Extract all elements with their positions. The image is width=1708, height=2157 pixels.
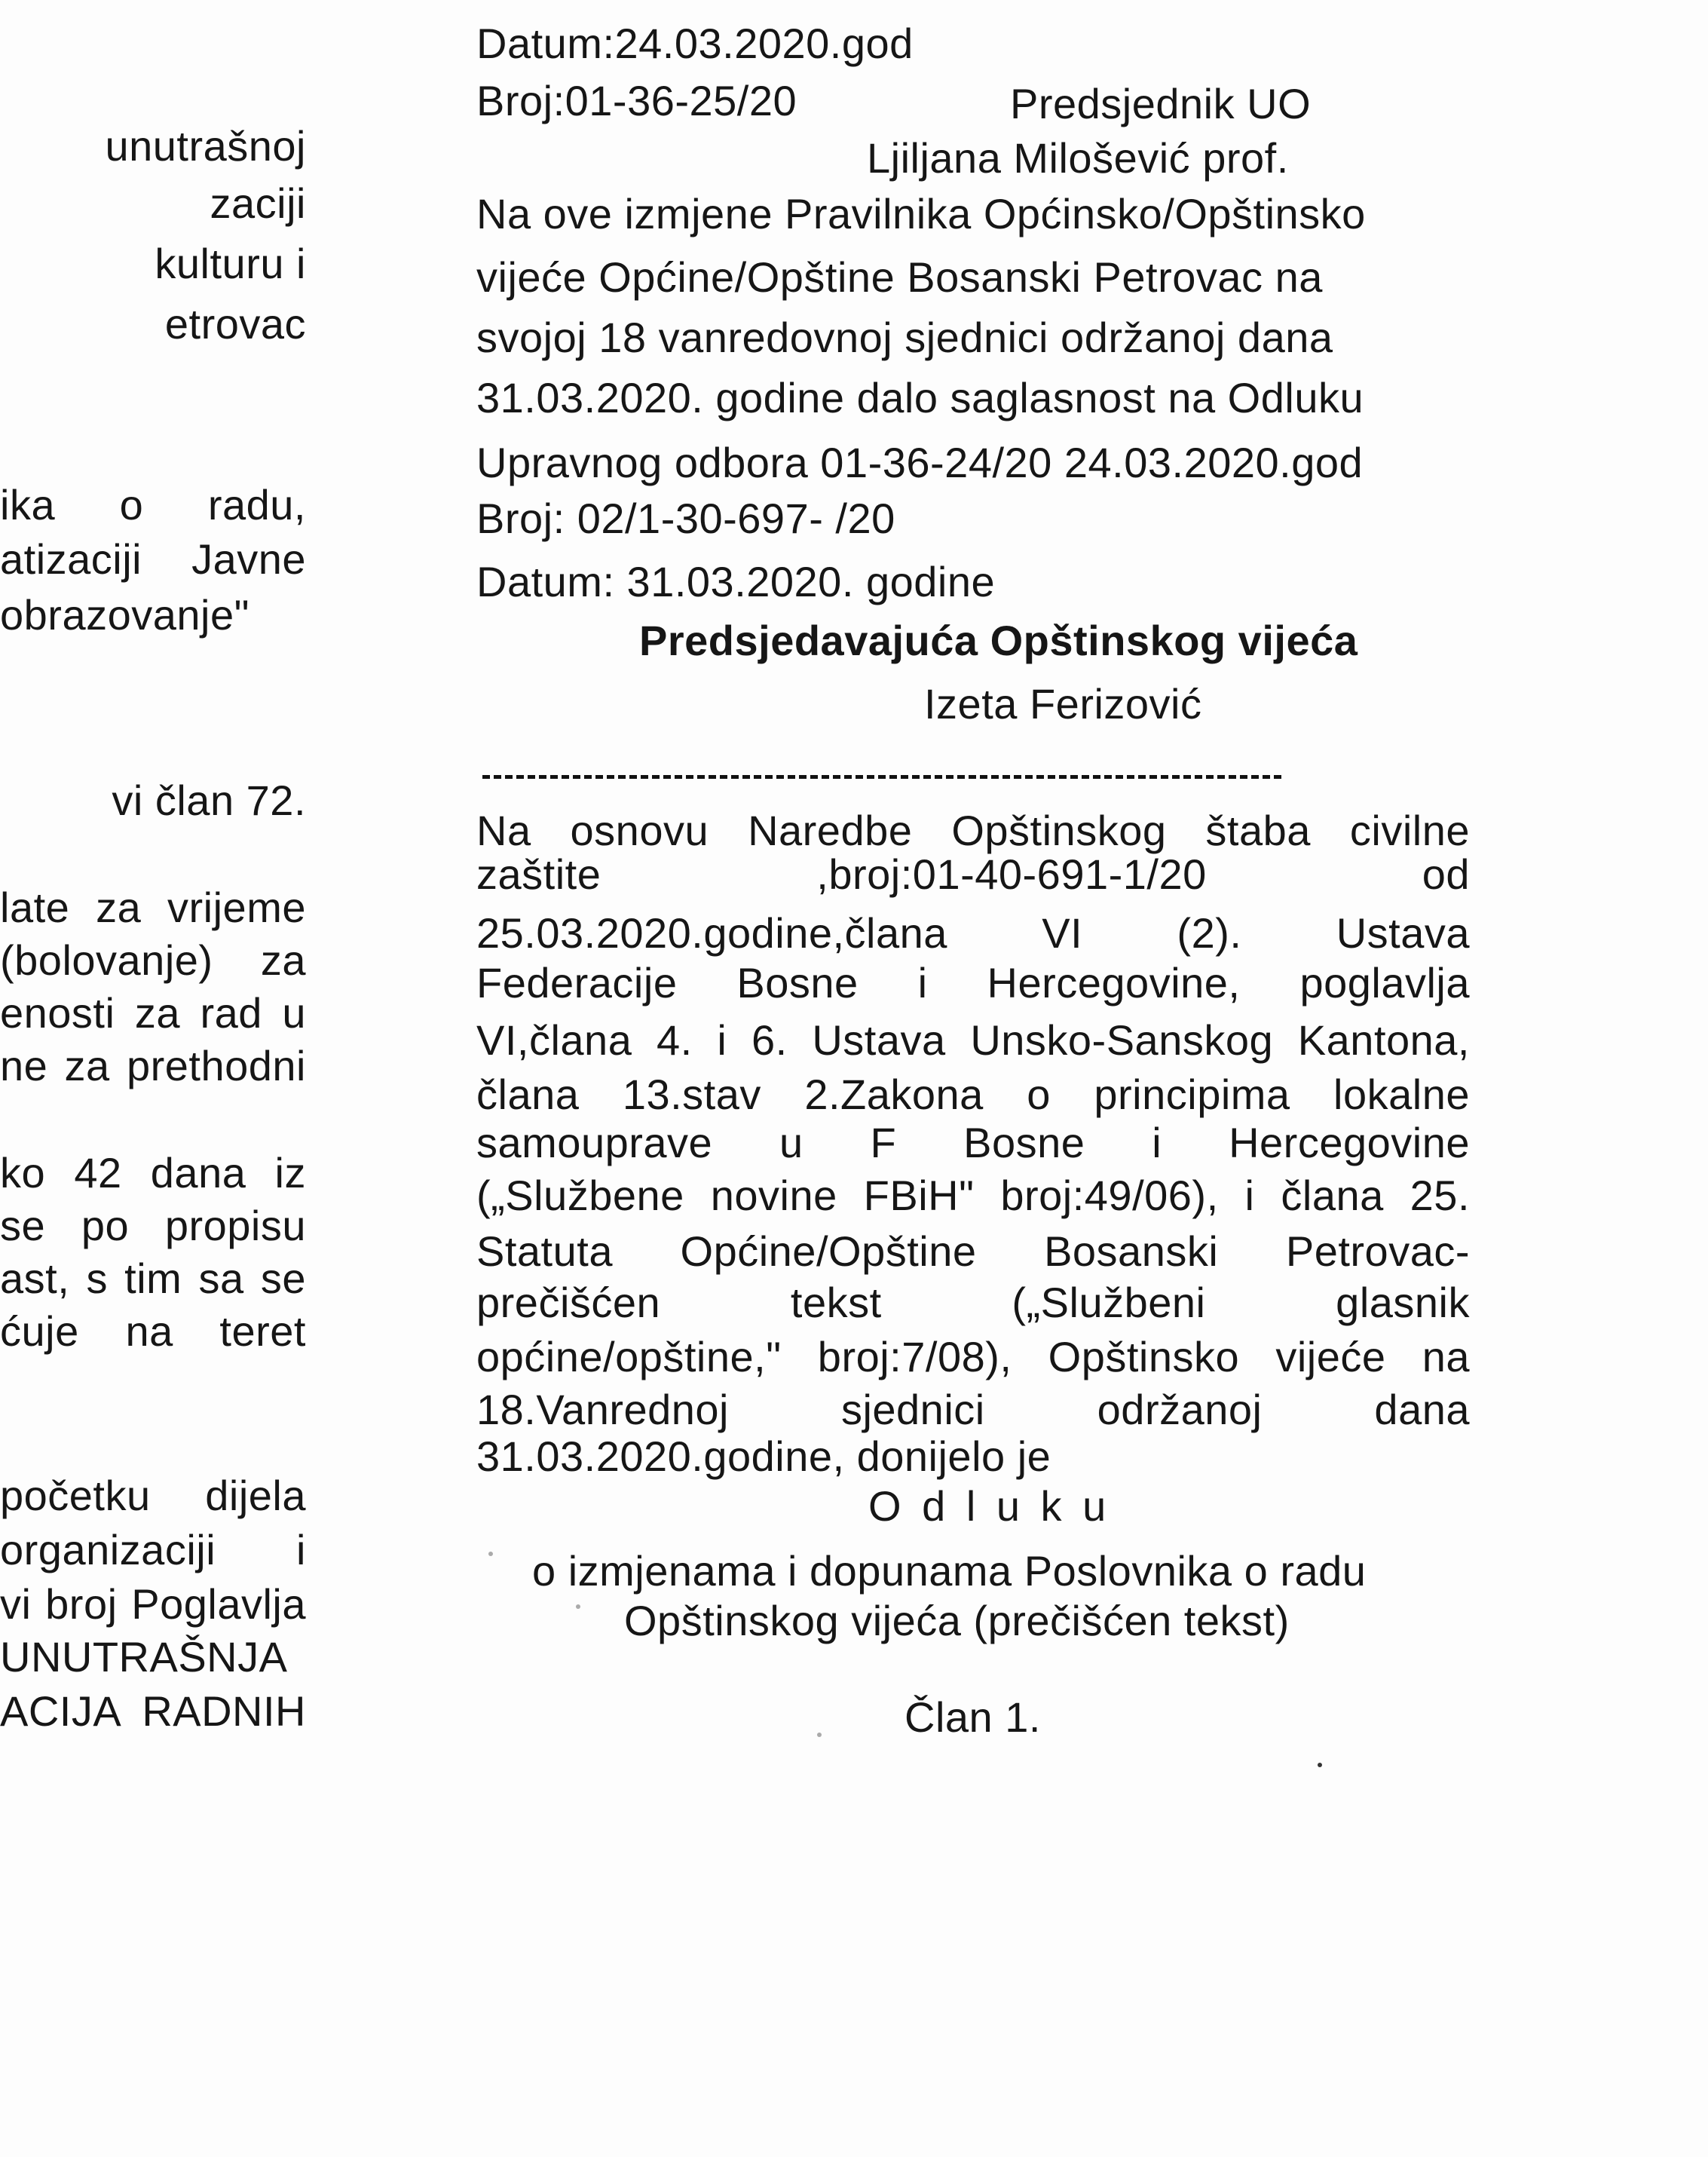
left-line: ne za prethodni (0, 1042, 306, 1089)
scan-speck (817, 1733, 822, 1737)
decision-subtitle: o izmjenama i dopunama Poslovnika o radu (532, 1547, 1367, 1595)
decision-line: samouprave u F Bosne i Hercegovine (476, 1119, 1470, 1166)
left-line: vi član 72. (112, 777, 306, 824)
left-line: late za vrijeme (0, 884, 306, 931)
decision-line: prečišćen tekst („Službeni glasnik (476, 1279, 1470, 1326)
scan-speck (1318, 1763, 1322, 1767)
consent-datum: Datum: 31.03.2020. godine (476, 558, 996, 605)
left-line: unutrašnoj (105, 122, 306, 170)
decision-line: Na osnovu Naredbe Opštinskog štaba civilne (476, 807, 1470, 854)
decision-line: („Službene novine FBiH" broj:49/06), i člana 25. (476, 1172, 1470, 1219)
left-line: (bolovanje) za (0, 936, 306, 984)
consent-line: vijeće Općine/Opštine Bosanski Petrovac na (476, 253, 1323, 301)
decision-line: Statuta Općine/Opštine Bosanski Petrovac- (476, 1227, 1470, 1275)
consent-line: Na ove izmjene Pravilnika Općinsko/Opštinsko (476, 190, 1366, 237)
decision-line: VI,člana 4. i 6. Ustava Unsko-Sanskog Kantona, (476, 1016, 1470, 1064)
left-line: etrovac (164, 300, 306, 348)
scan-speck (488, 1552, 493, 1556)
left-line: obrazovanje" (0, 591, 249, 639)
decision-line: zaštite ,broj:01-40-691-1/20 od (476, 850, 1470, 898)
dashed-separator (482, 775, 1281, 779)
scan-speck (576, 1604, 580, 1609)
header-broj: Broj:01-36-25/20 (476, 77, 797, 124)
decision-line: 31.03.2020.godine, donijelo je (476, 1432, 1051, 1480)
left-line: organizaciji i (0, 1526, 306, 1573)
decision-line: 18.Vanrednoj sjednici održanoj dana (476, 1386, 1470, 1433)
decision-line: Federacije Bosne i Hercegovine, poglavlja (476, 959, 1470, 1006)
decision-heading: O d l u k u (868, 1482, 1111, 1530)
left-line: zaciji (210, 179, 306, 227)
left-line: ko 42 dana iz (0, 1149, 306, 1196)
header-datum: Datum:24.03.2020.god (476, 20, 914, 67)
left-line: enosti za rad u (0, 989, 306, 1037)
consent-line: Upravnog odbora 01-36-24/20 24.03.2020.god (476, 439, 1364, 486)
decision-line: općine/opštine," broj:7/08), Opštinsko vijeće na (476, 1333, 1470, 1380)
left-line: ast, s tim sa se (0, 1255, 306, 1302)
consent-line: svojoj 18 vanredovnoj sjednici održanoj dana (476, 314, 1333, 361)
consent-line: 31.03.2020. godine dalo saglasnost na Odluku (476, 374, 1364, 421)
predsjednik-name: Ljiljana Milošević prof. (867, 134, 1289, 182)
left-line: kulturu i (155, 240, 306, 287)
left-line: se po propisu (0, 1202, 306, 1249)
left-line: ika o radu, (0, 481, 306, 529)
left-line: početku dijela (0, 1472, 306, 1519)
predsjednik-title: Predsjednik UO (1010, 80, 1312, 127)
decision-line: 25.03.2020.godine,člana VI (2). Ustava (476, 909, 1470, 957)
decision-line: člana 13.stav 2.Zakona o principima lokalne (476, 1071, 1470, 1118)
left-line: atizaciji Javne (0, 535, 306, 583)
signer-name: Izeta Ferizović (924, 680, 1202, 728)
decision-subtitle: Opštinskog vijeća (prečišćen tekst) (624, 1597, 1290, 1644)
left-line: ACIJA RADNIH (0, 1687, 306, 1735)
article-heading: Član 1. (905, 1693, 1041, 1741)
left-line: vi broj Poglavlja (0, 1580, 306, 1628)
left-line: ćuje na teret (0, 1307, 306, 1355)
left-line: UNUTRAŠNJA (0, 1633, 288, 1681)
consent-broj: Broj: 02/1-30-697- /20 (476, 495, 895, 542)
signer-title: Predsjedavajuća Opštinskog vijeća (639, 617, 1358, 664)
